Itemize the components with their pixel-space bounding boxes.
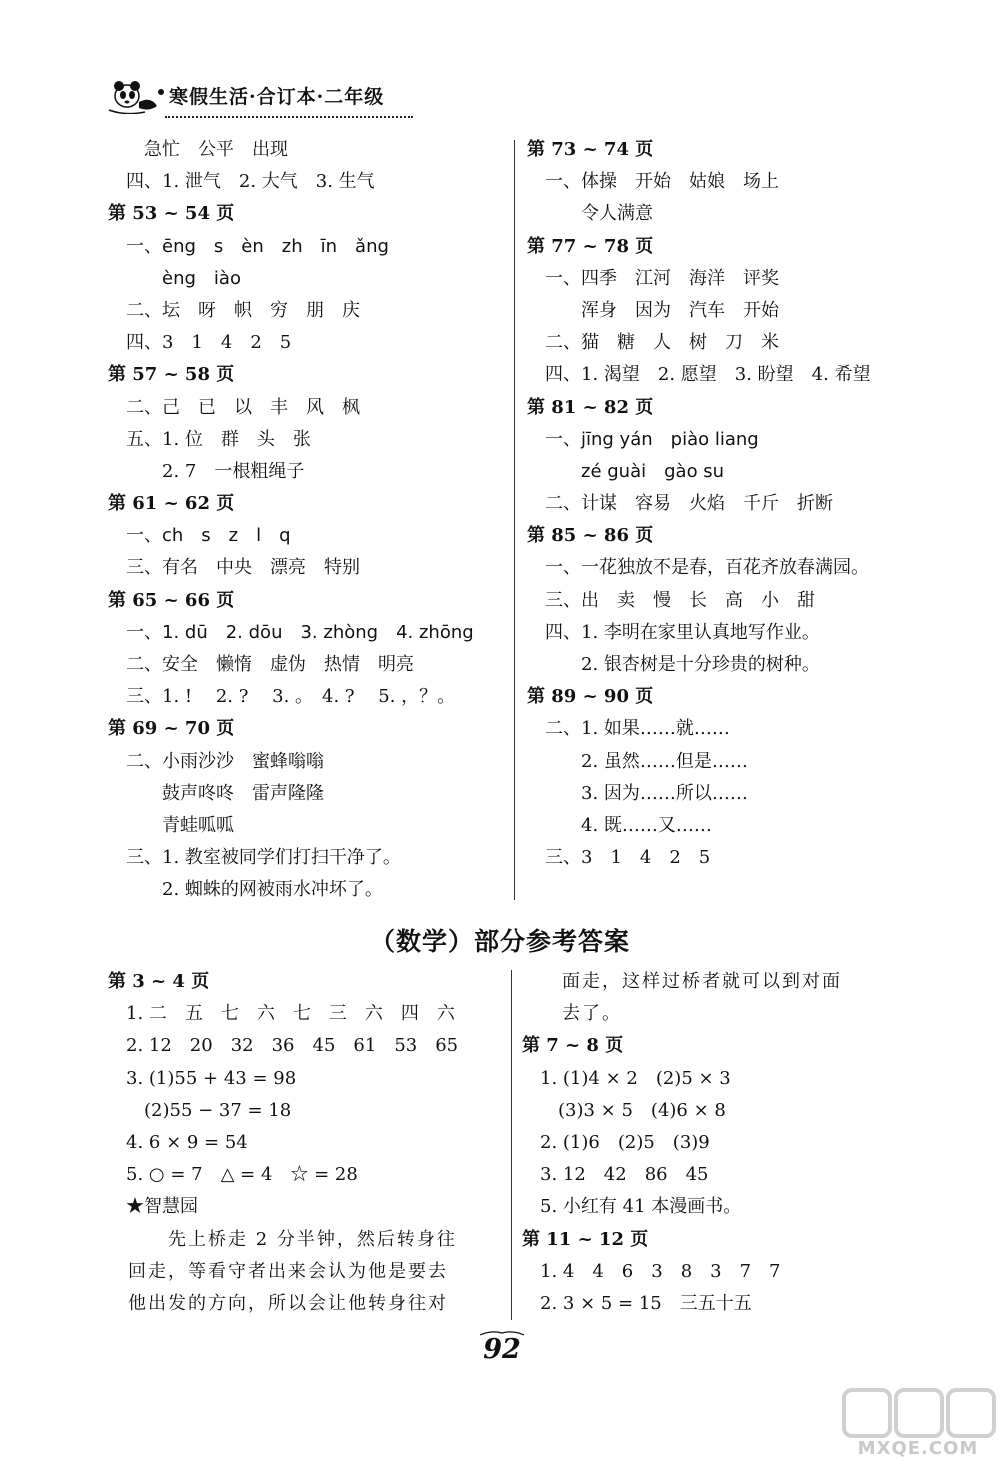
answer-line: 四、1. 李明在家里认真地写作业。 (527, 621, 820, 643)
page-range-heading: 第 11 ~ 12 页 (522, 1228, 649, 1250)
answer-line: 先上桥走 2 分半钟，然后转身往 (108, 1228, 457, 1250)
header-title: 寒假生活·合订本·二年级 (169, 86, 385, 108)
page-range-heading: 第 81 ~ 82 页 (527, 396, 654, 418)
answer-line: 二、计谋 容易 火焰 千斤 折断 (527, 493, 833, 515)
page-range-heading: 第 85 ~ 86 页 (527, 525, 654, 547)
answer-line: 2. 3 × 5 = 15 三五十五 (522, 1292, 752, 1314)
answer-line: 三、3 1 4 2 5 (527, 847, 711, 869)
answer-line: 他出发的方向，所以会让他转身往对 (108, 1292, 448, 1314)
panda-mascot-icon (105, 72, 167, 114)
answer-line: 一、jīng yán piào liang (527, 428, 759, 450)
answer-line: 3. 12 42 86 45 (522, 1164, 709, 1186)
answer-line: 5. ○ = 7 △ = 4 ☆ = 28 (108, 1164, 358, 1186)
math-answers-left-column (108, 966, 503, 1320)
answer-line: 二、安全 懒惰 虚伪 热情 明亮 (108, 654, 414, 675)
page-range-heading: 第 53 ~ 54 页 (108, 203, 235, 225)
answer-line: 2. 虽然……但是…… (527, 750, 748, 772)
page-range-heading: 第 77 ~ 78 页 (527, 235, 654, 257)
answer-line: 三、1. ! 2. ? 3. 。 4. ? 5. ，？。 (108, 686, 456, 708)
answer-line: 2. 银杏树是十分珍贵的树种。 (527, 654, 820, 675)
answer-line: 2. 7 一根粗绳子 (108, 460, 305, 482)
answer-line: 四、1. 泄气 2. 大气 3. 生气 (108, 171, 375, 193)
answer-line: èng iào (108, 267, 241, 289)
answer-line: 青蛙呱呱 (108, 814, 234, 836)
page-range-heading: 第 57 ~ 58 页 (108, 364, 235, 386)
answer-line: 二、己 已 以 丰 风 枫 (108, 396, 360, 418)
page-header (105, 70, 415, 122)
answer-line: 三、1. 教室被同学们打扫干净了。 (108, 847, 401, 869)
answer-line: 1. 4 4 6 3 8 3 7 7 (522, 1260, 781, 1282)
page-range-heading: 第 69 ~ 70 页 (108, 718, 235, 740)
page-range-heading: 第 61 ~ 62 页 (108, 493, 235, 515)
answer-line: (3)3 × 5 (4)6 × 8 (522, 1099, 726, 1121)
answer-line: 3. (1)55 + 43 = 98 (108, 1067, 297, 1089)
page-range-heading: 第 7 ~ 8 页 (522, 1035, 624, 1057)
answer-line: 四、1. 渴望 2. 愿望 3. 盼望 4. 希望 (527, 364, 871, 386)
answer-line: 一、1. dū 2. dōu 3. zhòng 4. zhōng (108, 621, 474, 643)
answer-line: 鼓声咚咚 雷声隆隆 (108, 782, 324, 804)
answer-line: 4. 6 × 9 = 54 (108, 1131, 248, 1153)
answer-line: 一、体操 开始 姑娘 场上 (527, 171, 779, 193)
page-range-heading: 第 89 ~ 90 页 (527, 686, 654, 708)
answer-line: 面走，这样过桥者就可以到对面 (522, 971, 842, 992)
math-answers-right-column (522, 966, 927, 1320)
answer-line: 二、猫 糖 人 树 刀 米 (527, 332, 779, 354)
answer-line: 一、一花独放不是春，百花齐放春满园。 (527, 557, 869, 579)
answer-line: 1. (1)4 × 2 (2)5 × 3 (522, 1067, 731, 1089)
page-number: 92 (483, 1334, 521, 1365)
answer-line: 一、ch s z l q (108, 525, 291, 547)
header-rule (165, 116, 413, 118)
column-divider (514, 140, 515, 900)
answer-line: ★智慧园 (108, 1196, 198, 1218)
chinese-answers-left-column (108, 134, 503, 907)
answer-line: 2. 蜘蛛的网被雨水冲坏了。 (108, 879, 383, 901)
answer-line: 二、小雨沙沙 蜜蜂嗡嗡 (108, 750, 324, 772)
answer-line: 二、坛 呀 帜 穷 朋 庆 (108, 299, 360, 321)
answer-line: 2. (1)6 (2)5 (3)9 (522, 1131, 710, 1153)
chinese-answers-right-column (527, 134, 927, 874)
answer-line: 五、1. 位 群 头 张 (108, 428, 311, 450)
answer-line: 5. 小红有 41 本漫画书。 (522, 1196, 742, 1218)
watermark-text: MXQE.COM (857, 1438, 979, 1459)
answer-line: zé guài gào su (527, 460, 725, 482)
answer-line: (2)55 − 37 = 18 (108, 1099, 292, 1121)
math-section-title: （数学）部分参考答案 (369, 927, 630, 956)
page-range-heading: 第 3 ~ 4 页 (108, 971, 210, 992)
answer-line: 三、出 卖 慢 长 高 小 甜 (527, 589, 815, 611)
answer-line: 回走，等看守者出来会认为他是要去 (108, 1260, 448, 1282)
answer-line: 3. 因为……所以…… (527, 782, 748, 804)
answer-line: 一、ēng s èn zh īn ǎng (108, 235, 389, 257)
answer-line: 1. 二 五 七 六 七 三 六 四 六 (108, 1003, 455, 1025)
page-range-heading: 第 65 ~ 66 页 (108, 589, 235, 611)
answer-line: 2. 12 20 32 36 45 61 53 65 (108, 1035, 459, 1057)
answer-line: 急忙 公平 出现 (108, 139, 288, 160)
answer-line: 4. 既……又…… (527, 814, 712, 836)
answer-line: 浑身 因为 汽车 开始 (527, 299, 779, 321)
answer-line: 二、1. 如果……就…… (527, 718, 730, 740)
answer-line: 四、3 1 4 2 5 (108, 332, 292, 354)
answer-line: 一、四季 江河 海洋 评奖 (527, 267, 779, 289)
answer-line: 三、有名 中央 漂亮 特别 (108, 557, 360, 579)
answer-line: 令人满意 (527, 203, 653, 225)
column-divider (511, 970, 512, 1320)
answer-line: 去了。 (522, 1003, 622, 1025)
page-range-heading: 第 73 ~ 74 页 (527, 139, 654, 160)
